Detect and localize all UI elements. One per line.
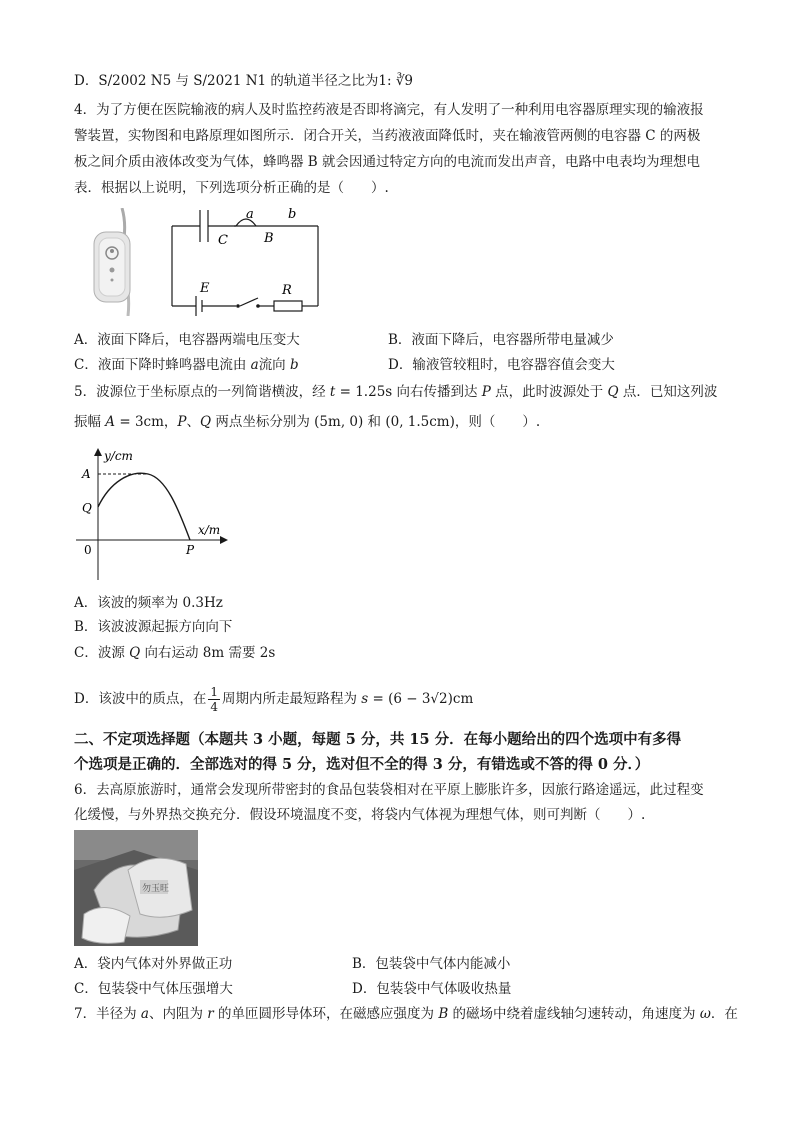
snack-brand-label: 勿玉旺 [142,884,170,894]
q5-option-c: C．波源 Q 向右运动 8m 需要 2s [74,645,276,661]
q4-circuit-diagram [160,202,330,316]
q6-option-a: A．袋内气体对外界做正功 [74,956,233,972]
point-q-label: Q [82,501,92,515]
q5-option-b: B．该波波源起振方向向下 [74,619,233,635]
q6-snack-bag-photo [74,830,198,946]
q5-stem-line-1: 5．波源位于坐标原点的一列简谐横波，经 t = 1.25s 向右传播到达 P 点，此时波源处于 Q 点．已知这列波 [74,384,718,400]
label-source: E [200,281,210,296]
q4-option-b: B．液面下降后，电容器所带电量减少 [388,332,614,348]
q4-stem-line-2: 警装置，实物图和电路原理如图所示．闭合开关，当药液液面降低时，夹在输液管两侧的电容器 C 的两极 [74,128,701,144]
q5-stem-line-2: 振幅 A = 3cm，P、Q 两点坐标分别为 (5m, 0) 和 (0, 1.5cm)，则（ ）. [74,414,541,430]
q5-option-a: A．该波的频率为 0.3Hz [74,595,223,611]
q6-stem-line-1: 6．去高原旅游时，通常会发现所带密封的食品包装袋相对在平原上膨胀许多，因旅行路途遥远，此过程变 [74,782,704,798]
q4-stem-line-3: 板之间介质由液体改变为气体，蜂鸣器 B 就会因通过特定方向的电流而发出声音，电路中电表均为理想电 [74,154,701,170]
q4-stem-line-4: 表．根据以上说明，下列选项分析正确的是（ ）. [74,180,389,196]
q6-stem-line-2: 化缓慢，与外界热交换充分．假设环境温度不变，将袋内气体视为理想气体，则可判断（ ）. [74,807,646,823]
q5-wave-graph [70,446,230,584]
origin-label: 0 [84,543,92,557]
y-axis-label: y/cm [104,449,133,463]
section-2-heading-line-1: 二、不定项选择题（本题共 3 小题，每题 5 分，共 15 分．在每小题给出的四个选项中有多得 [74,731,682,748]
q7-stem-line-1: 7．半径为 a、内阻为 r 的单匝圆形导体环，在磁感应强度为 B 的磁场中绕着虚线轴匀速转动，角速度为 ω．在 [74,1006,738,1022]
label-buzzer: B [264,231,274,246]
label-a: a [246,207,254,222]
q4-option-d: D．输液管较粗时，电容器容值会变大 [388,357,615,373]
q4-stem-line-1: 4．为了方便在医院输液的病人及时监控药液是否即将滴完，有人发明了一种利用电容器原理实现的输液报 [74,102,704,118]
label-resistor: R [282,283,292,298]
amplitude-label: A [82,467,91,481]
x-axis-label: x/m [198,523,221,537]
infusion-alarm-device-image [82,208,142,316]
q6-option-b: B．包装袋中气体内能减小 [352,956,511,972]
quarter-fraction: $\frac{1}{4}$ [210,685,218,714]
q6-option-c: C．包装袋中气体压强增大 [74,981,233,997]
point-p-label: P [186,543,195,557]
section-2-heading-line-2: 个选项是正确的．全部选对的得 5 分，选对但不全的得 3 分，有错选或不答的得 0 分．） [74,756,650,773]
q6-option-d: D．包装袋中气体吸收热量 [352,981,512,997]
q3-option-d: D．S/2002 N5 与 S/2021 N1 的轨道半径之比为1: ∛9 [74,73,414,89]
label-b: b [288,207,297,222]
q4-option-a: A．液面下降后，电容器两端电压变大 [74,332,300,348]
label-capacitor: C [218,233,228,248]
q5-option-d: D．该波中的质点，在 $\frac{1}{4}$ 周期内所走最短路程为 s = (6 − 3√2)cm [74,685,474,714]
q4-option-c: C．液面下降时蜂鸣器电流由 a流向 b [74,357,299,373]
